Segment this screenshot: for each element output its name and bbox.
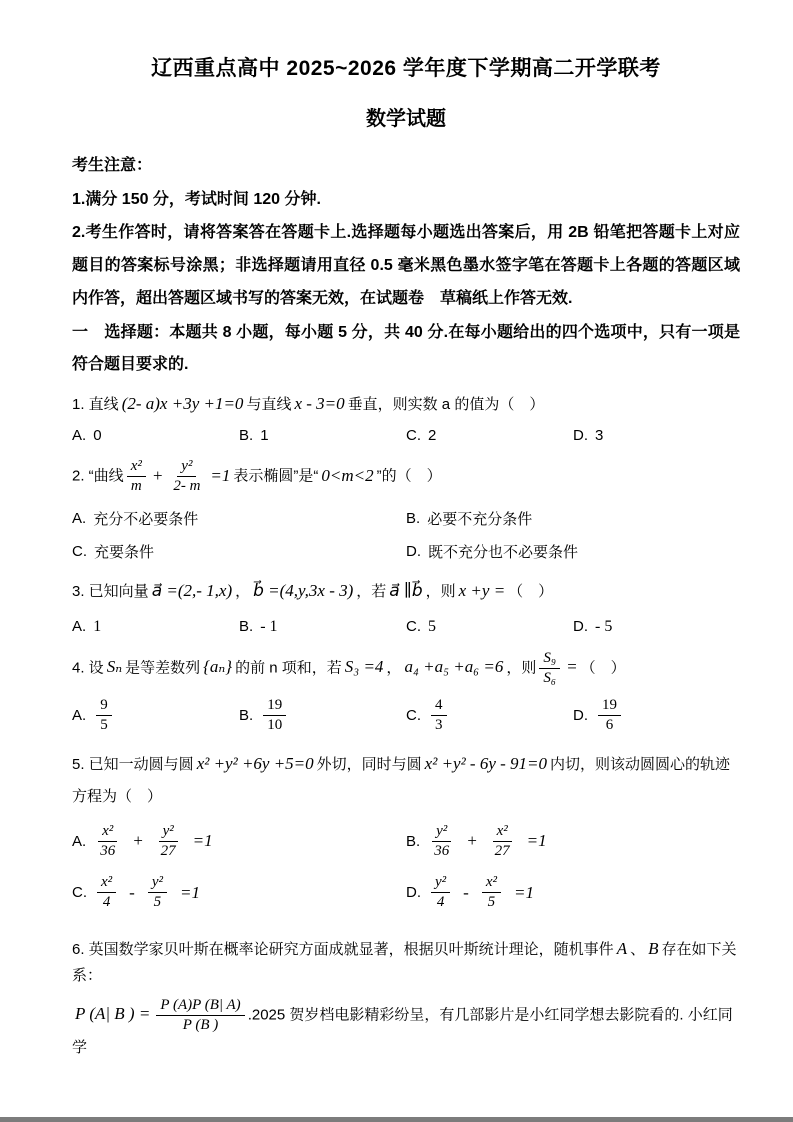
option-2d: D. 既不充分也不必要条件 <box>406 542 579 561</box>
question-2-options-row-1 <box>72 508 740 529</box>
fraction-9-5: $\frac{9}{5}$ <box>96 697 112 735</box>
section-heading: 一 选择题：本题共 8 小题，每小题 5 分，共 40 分.在每小题给出的四个选项中，只有一项是符合题目要求的. <box>72 324 740 373</box>
question-3-text-3: ，若 <box>356 582 387 600</box>
notice-item-2: 2.考生作答时，请将答案答在答题卡上.选择题每小题选出答案后，用 2B 铅笔把答题卡上对应题目的答案标号涂黑；非选择题请用直径 0.5 毫米黑色墨水签字笔在答题卡上各题的答题区域内作答，超出答题区域书写的答案无效，在试题卷 草稿纸上作答无效. <box>72 224 740 307</box>
notice-item-1: 1.满分 150 分，考试时间 120 分钟. <box>72 191 321 208</box>
fraction-b1: $\frac{\text{y²}}{36}$ <box>430 823 453 861</box>
question-1-text-1: 1. 直线 <box>72 396 119 413</box>
question-4-a456: a₄ +a₅ +a₆ =6 <box>404 657 504 677</box>
question-3-vector-a: a⃗ =(2,- 1,x) <box>151 580 233 600</box>
option-1c: C. 2 <box>406 427 437 444</box>
operator: - <box>129 882 135 902</box>
question-4-text-5: ，则 <box>506 659 537 677</box>
question-4-text-4: ， <box>386 659 402 677</box>
question-5-text-2: 外切，同时与圆 <box>316 755 422 773</box>
option-5b: B. $\frac{\text{y²}}{36}$ + $\frac{\text{x²}}{27}$ =1 <box>406 822 547 859</box>
question-4 <box>72 650 740 688</box>
equals-one: =1 <box>526 831 547 851</box>
question-1 <box>72 391 740 417</box>
question-5-text-3: 内切，则该动圆圆心的轨迹 <box>550 755 731 773</box>
question-1-formula-2: x - 3=0 <box>294 394 345 413</box>
fraction-19-10: $\frac{19}{10}$ <box>263 697 286 735</box>
option-4c: C. $\frac{4}{3}$ <box>406 697 573 735</box>
operator: - <box>463 882 469 902</box>
question-2-text-3: ”的（ ） <box>376 467 442 485</box>
question-1-text-2: 与直线 <box>246 396 292 413</box>
equals-one: =1 <box>513 882 534 902</box>
question-2-formula-1: 0<m<2 <box>321 465 374 485</box>
question-3-text-2: ， <box>235 582 251 600</box>
equals-one: =1 <box>192 831 213 851</box>
question-4-options <box>72 697 740 735</box>
question-5 <box>72 751 740 778</box>
fraction-s9-s6: $\frac{\text{S₉}}{\text{S₆}}$ <box>539 650 560 688</box>
option-1a: A. 0 <box>72 427 102 444</box>
option-1d: D. 3 <box>573 427 604 444</box>
question-6-text-4: .2025 贺岁档电影精彩纷呈，有几部影片是小红同学想去影院看的. 小红同学 <box>72 1006 733 1056</box>
option-4b: B. $\frac{19}{10}$ <box>239 697 406 735</box>
question-6 <box>72 936 740 989</box>
question-5-options-row-2 <box>72 874 740 912</box>
option-3a: A. 1 <box>72 617 102 635</box>
question-4-equals: = <box>566 657 578 677</box>
question-5-line-2 <box>72 784 740 809</box>
option-1b: B. 1 <box>239 427 269 444</box>
option-5c: C. $\frac{\text{x²}}{4}$ - $\frac{\text{y²}}{5}$ =1 <box>72 874 200 911</box>
question-5-circle-1: x² +y² +6y +5=0 <box>196 753 314 773</box>
fraction-c2: $\frac{\text{y²}}{5}$ <box>148 874 167 912</box>
equals-one: =1 <box>210 465 231 485</box>
operator: + <box>466 831 478 851</box>
bayes-fraction: $\frac{P (A)P (B| A)}{P (B )}$ <box>156 997 244 1035</box>
fraction-a2: $\frac{\text{y²}}{27}$ <box>157 823 180 861</box>
question-1-text-3: 垂直，则实数 a 的值为（ ） <box>347 396 545 413</box>
fraction-d1: $\frac{\text{y²}}{4}$ <box>431 874 450 912</box>
window-bottom-edge <box>0 1117 793 1122</box>
option-4a: A. $\frac{9}{5}$ <box>72 697 239 735</box>
notice-heading: 考生注意： <box>72 157 153 174</box>
question-5-options-row-1 <box>72 823 740 861</box>
question-2-text-1: 2. “曲线 <box>72 467 124 485</box>
bayes-lhs: P (A| B ) = <box>75 1004 151 1024</box>
question-5-circle-2: x² +y² - 6y - 91=0 <box>424 753 548 773</box>
plus-sign: + <box>151 465 164 485</box>
question-5-text-1: 5. 已知一动圆与圆 <box>72 755 194 773</box>
question-1-formula-1: (2- a)x +3y +1=0 <box>121 394 244 413</box>
option-2c: C. 充要条件 <box>72 542 155 561</box>
fraction-d2: $\frac{\text{x²}}{5}$ <box>482 874 501 912</box>
question-6-text-2: 、 <box>630 940 646 958</box>
question-4-text-1: 4. 设 <box>72 659 104 677</box>
option-3b: B. - 1 <box>239 617 278 635</box>
option-3d: D. - 5 <box>573 617 613 635</box>
question-2-text-2: 表示椭圆”是“ <box>233 467 319 485</box>
fraction-b2: $\frac{\text{x²}}{27}$ <box>491 823 514 861</box>
question-4-text-3: 的前 n 项和，若 <box>235 659 342 677</box>
option-5a: A. $\frac{\text{x²}}{36}$ + $\frac{\text{y²}}{27}$ =1 <box>72 822 213 859</box>
equals-one: =1 <box>179 882 200 902</box>
fraction-4-3: $\frac{4}{3}$ <box>431 697 447 735</box>
question-6-text-3: 存在如下关系： <box>72 940 737 984</box>
question-4-text-2: 是等差数列 <box>125 659 201 677</box>
question-1-options <box>72 427 740 444</box>
fraction-y2-2m: $\frac{\text{y²}}{2- m}$ <box>173 458 201 495</box>
option-5d: D. $\frac{\text{y²}}{4}$ - $\frac{\text{x²}}{5}$ =1 <box>406 874 534 911</box>
question-3-parallel: a⃗ ∥b⃗ <box>389 580 423 600</box>
question-4-text-6: （ ） <box>580 659 626 677</box>
fraction-a1: $\frac{\text{x²}}{36}$ <box>96 823 119 861</box>
option-4d: D. $\frac{19}{6}$ <box>573 697 740 735</box>
question-3-text-4: ，则 <box>425 582 456 600</box>
exam-subtitle: 数学试题 <box>366 108 446 130</box>
question-3-text-5: （ ） <box>508 582 554 600</box>
fraction-19-6: $\frac{19}{6}$ <box>598 697 621 735</box>
question-3-sum: x +y = <box>458 580 506 600</box>
exam-title: 辽西重点高中 2025~2026 学年度下学期高二开学联考 <box>151 57 661 80</box>
question-4-sequence: {aₙ} <box>203 657 233 677</box>
question-6-text-1: 6. 英国数学家贝叶斯在概率论研究方面成就显著，根据贝叶斯统计理论，随机事件 <box>72 940 614 958</box>
fraction-c1: $\frac{\text{x²}}{4}$ <box>97 874 116 912</box>
option-2b: B. 必要不充分条件 <box>406 509 533 528</box>
question-3-options <box>72 618 740 636</box>
question-4-sn: Sₙ <box>106 657 123 677</box>
question-6-event-b: B <box>648 938 659 958</box>
operator: + <box>132 831 144 851</box>
question-5-text-4: 方程为（ ） <box>72 787 163 805</box>
question-2 <box>72 458 740 496</box>
question-2-options-row-2 <box>72 541 740 562</box>
question-3-vector-b: b⃗ =(4,y,3x - 3) <box>253 580 354 600</box>
question-3-text-1: 3. 已知向量 <box>72 582 149 600</box>
question-4-s3: S₃ =4 <box>344 657 384 677</box>
fraction-x2-m: $\frac{\text{x²}}{m}$ <box>127 458 146 496</box>
question-6-event-a: A <box>616 938 628 958</box>
option-2a: A. 充分不必要条件 <box>72 509 199 528</box>
option-3c: C. 5 <box>406 617 436 635</box>
question-3 <box>72 578 740 604</box>
question-6-formula-line <box>72 997 740 1063</box>
